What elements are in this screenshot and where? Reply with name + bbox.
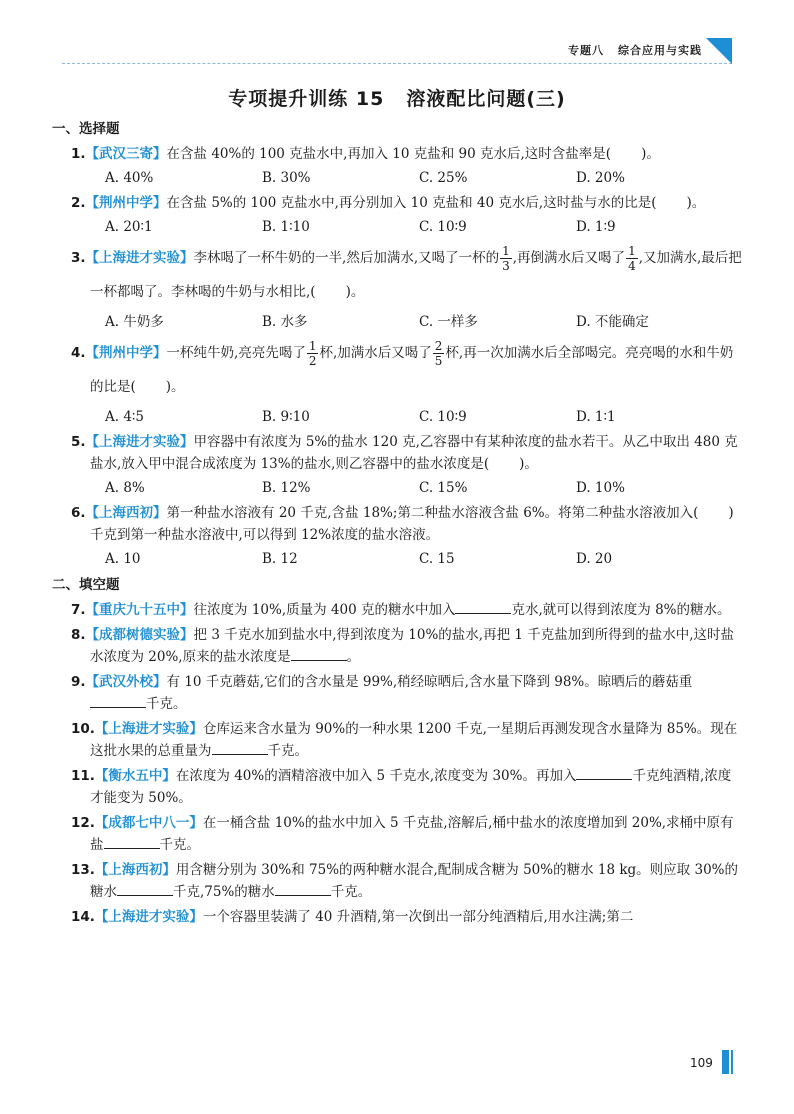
option-b: B. 12 xyxy=(262,551,298,567)
section-choice: 一、选择题 xyxy=(52,121,120,137)
option-c: C. 15% xyxy=(419,480,468,496)
question-source: 【荆州中学】 xyxy=(85,345,167,361)
question-text: 千克,75%的糖水 xyxy=(173,884,275,900)
question-10 xyxy=(52,718,742,762)
option-b: B. 水多 xyxy=(262,314,308,330)
fraction xyxy=(307,339,319,368)
question-source: 【上海进才实验】 xyxy=(85,250,194,266)
question-text: 甲容器中有浓度为 5%的盐水 120 克,乙容器中有某种浓度的盐水若干。从乙中取出 480 克盐水,放入甲中混合成浓度为 13%的盐水,则乙容器中的盐水浓度是( xyxy=(90,434,738,472)
question-end: )。 xyxy=(519,456,538,472)
section-fill-in: 二、填空题 xyxy=(52,577,120,593)
question-13 xyxy=(52,859,742,903)
option-c: C. 10∶9 xyxy=(419,409,467,425)
fraction-denominator: 2 xyxy=(308,354,317,368)
options-5 xyxy=(52,477,742,499)
question-number: 10. xyxy=(71,721,95,737)
footer-bar-decoration-thin xyxy=(731,1050,733,1074)
question-text: 在含盐 40%的 100 克盐水中,再加入 10 克盐和 90 克水后,这时含盐率是( xyxy=(166,146,612,162)
option-b: B. 9∶10 xyxy=(262,409,310,425)
page-header xyxy=(62,38,732,64)
question-text: 李林喝了一杯牛奶的一半,然后加满水,又喝了一杯的 xyxy=(193,250,500,266)
question-text: 一杯纯牛奶,亮亮先喝了 xyxy=(166,345,306,361)
question-end: )。 xyxy=(686,195,706,211)
question-number: 5. xyxy=(71,434,86,450)
fraction-numerator: 1 xyxy=(628,244,636,258)
option-a: A. 20∶1 xyxy=(105,219,153,235)
question-source: 【衡水五中】 xyxy=(94,768,176,784)
option-d: D. 1∶9 xyxy=(576,219,616,235)
question-text: 千克。 xyxy=(159,837,200,853)
question-number: 2. xyxy=(71,195,86,211)
question-14 xyxy=(52,906,742,928)
question-number: 6. xyxy=(71,505,86,521)
question-number: 9. xyxy=(71,674,86,690)
option-a: A. 10 xyxy=(105,551,141,567)
question-11 xyxy=(52,765,742,809)
option-b: B. 30% xyxy=(262,170,311,186)
question-source: 【重庆九十五中】 xyxy=(85,602,194,618)
options-1 xyxy=(52,167,742,189)
option-c: C. 10∶9 xyxy=(419,219,467,235)
question-number: 12. xyxy=(71,815,95,831)
question-text: 千克纯酒精,浓度才能变为 50%。 xyxy=(90,768,732,806)
question-text: 有 10 千克蘑菇,它们的含水量是 99%,稍经晾晒后,含水量下降到 98%。晾晒后的蘑菇重 xyxy=(166,674,693,690)
question-source: 【荆州中学】 xyxy=(85,195,167,211)
footer-bar-decoration xyxy=(722,1050,729,1074)
option-b: B. 12% xyxy=(262,480,311,496)
option-c: C. 一样多 xyxy=(419,314,478,330)
question-source: 【武汉三寄】 xyxy=(85,146,167,162)
options-6 xyxy=(52,548,742,570)
question-source: 【上海进才实验】 xyxy=(94,721,203,737)
header-dashed-line xyxy=(62,63,732,64)
question-number: 1. xyxy=(71,146,86,162)
question-4 xyxy=(52,336,742,404)
question-end: )。 xyxy=(165,379,185,395)
question-text: 在一桶含盐 10%的盐水中加入 5 千克盐,溶解后,桶中盐水的浓度增加到 20%,求桶中原有盐 xyxy=(90,815,734,853)
question-number: 4. xyxy=(71,345,86,361)
fraction-numerator: 2 xyxy=(434,339,443,353)
fraction-numerator: 1 xyxy=(502,244,510,258)
question-2 xyxy=(52,192,742,214)
question-source: 【武汉外校】 xyxy=(85,674,167,690)
title-main: 专项提升训练 15 xyxy=(228,88,385,110)
question-end: )。 xyxy=(641,146,660,162)
question-text: 第一种盐水溶液有 20 千克,含盐 18%;第二种盐水溶液含盐 6%。将第二种盐水溶液加入( xyxy=(166,505,699,521)
answer-blank[interactable] xyxy=(275,881,331,896)
question-7 xyxy=(52,599,742,621)
page-title xyxy=(0,84,794,111)
question-text: 一个容器里装满了 40 升酒精,第一次倒出一部分纯酒精后,用水注满;第二 xyxy=(202,909,634,925)
question-text: 千克。 xyxy=(330,884,372,900)
option-c: C. 25% xyxy=(419,170,468,186)
question-source: 【上海进才实验】 xyxy=(94,909,203,925)
question-source: 【成都七中八一】 xyxy=(94,815,203,831)
answer-blank[interactable] xyxy=(117,881,173,896)
option-c: C. 15 xyxy=(419,551,455,567)
options-2 xyxy=(52,216,742,238)
page-number: 109 xyxy=(690,1056,713,1070)
options-3 xyxy=(52,311,742,333)
question-number: 14. xyxy=(71,909,95,925)
option-a: A. 40% xyxy=(105,170,154,186)
title-sub: 溶液配比问题(三) xyxy=(406,88,566,110)
option-d: D. 20% xyxy=(576,170,625,186)
question-text: 。 xyxy=(346,649,361,665)
answer-blank[interactable] xyxy=(576,765,632,780)
question-text: 在含盐 5%的 100 克盐水中,再分别加入 10 克盐和 40 克水后,这时盐与水的比是( xyxy=(166,195,657,211)
fraction xyxy=(626,244,638,273)
fraction-denominator: 5 xyxy=(434,354,443,368)
option-a: A. 8% xyxy=(105,480,145,496)
options-4 xyxy=(52,406,742,428)
option-a: A. 4∶5 xyxy=(105,409,145,425)
question-text: ,再倒满水后又喝了 xyxy=(512,250,626,266)
option-d: D. 不能确定 xyxy=(576,314,649,330)
question-number: 11. xyxy=(71,768,95,784)
fraction-numerator: 1 xyxy=(308,339,317,353)
fraction xyxy=(433,339,445,368)
question-3 xyxy=(52,241,742,309)
question-number: 7. xyxy=(71,602,86,618)
question-text: ,又加满水,最后把一杯都喝了。李林喝的牛奶与水相比,( xyxy=(90,250,742,300)
option-b: B. 1∶10 xyxy=(262,219,310,235)
question-text: )千克到第一种盐水溶液中,可以得到 12%浓度的盐水溶液。 xyxy=(90,505,734,543)
question-number: 8. xyxy=(71,627,86,643)
question-text: 千克。 xyxy=(267,743,308,759)
answer-blank[interactable] xyxy=(455,599,511,614)
question-text: 仓库运来含水量为 90%的一种水果 1200 千克,一星期后再测发现含水量降为 85%。现在这批水果的总重量为 xyxy=(90,721,738,759)
question-number: 13. xyxy=(71,862,95,878)
question-1 xyxy=(52,143,742,165)
answer-blank[interactable] xyxy=(291,646,347,661)
header-topic: 综合应用与实践 xyxy=(618,44,702,57)
question-number: 3. xyxy=(71,250,86,266)
question-source: 【上海进才实验】 xyxy=(85,434,194,450)
answer-blank[interactable] xyxy=(212,740,268,755)
fraction-denominator: 3 xyxy=(502,259,510,273)
question-source: 【上海西初】 xyxy=(94,862,176,878)
question-6 xyxy=(52,502,742,546)
question-8 xyxy=(52,624,742,668)
option-a: A. 牛奶多 xyxy=(105,314,164,330)
question-text: 用含糖分别为 30%和 75%的两种糖水混合,配制成含糖为 50%的糖水 18 kg。则应取 30%的糖水 xyxy=(90,862,738,900)
answer-blank[interactable] xyxy=(104,834,160,849)
question-source: 【上海西初】 xyxy=(85,505,167,521)
question-text: 杯,加满水后又喝了 xyxy=(319,345,432,361)
exercise-content xyxy=(52,114,742,928)
question-text: 往浓度为 10%,质量为 400 克的糖水中加入 xyxy=(193,602,456,618)
option-d: D. 20 xyxy=(576,551,613,567)
fraction xyxy=(500,244,512,273)
question-source: 【成都树德实验】 xyxy=(85,627,194,643)
header-triangle-decoration xyxy=(706,38,732,64)
option-d: D. 1∶1 xyxy=(576,409,616,425)
question-text: 杯,再一次加满水后全部喝完。亮亮喝的水和牛奶的比是( xyxy=(90,345,734,395)
question-text: 千克。 xyxy=(146,696,187,712)
question-9 xyxy=(52,671,742,715)
question-text: 把 3 千克水加到盐水中,得到浓度为 10%的盐水,再把 1 千克盐加到所得到的盐水中,这时盐水浓度为 20%,原来的盐水浓度是 xyxy=(90,627,735,665)
answer-blank[interactable] xyxy=(90,693,146,708)
question-12 xyxy=(52,812,742,856)
fraction-denominator: 4 xyxy=(628,259,636,273)
question-end: )。 xyxy=(345,284,365,300)
question-text: 克水,就可以得到浓度为 8%的糖水。 xyxy=(511,602,731,618)
question-5 xyxy=(52,431,742,475)
question-text: 在浓度为 40%的酒精溶液中加入 5 千克水,浓度变为 30%。再加入 xyxy=(175,768,577,784)
header-text xyxy=(568,42,702,58)
header-chapter: 专题八 xyxy=(568,44,604,57)
option-d: D. 10% xyxy=(576,480,625,496)
